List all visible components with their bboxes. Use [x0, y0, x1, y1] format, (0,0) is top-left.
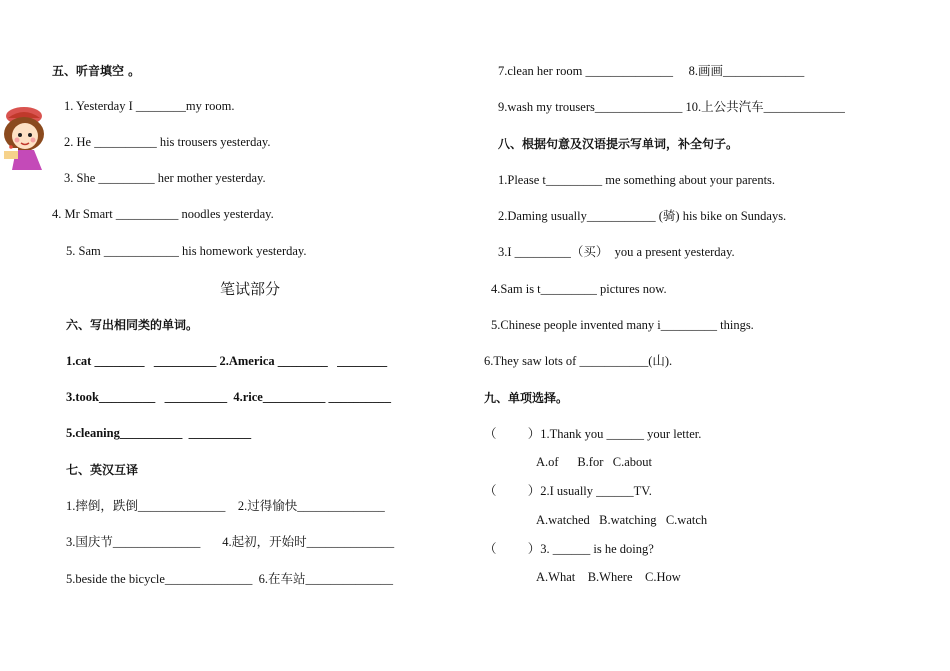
translation-row-4: 7.clean her room ______________ 8.画画_____________ [498, 64, 805, 78]
choice-options-3: A.What B.Where C.How [536, 570, 681, 584]
section-6-title: 六、写出相同类的单词。 [66, 318, 199, 332]
listening-item-5: 5. Sam ____________ his homework yesterday. [66, 244, 307, 258]
translation-row-5: 9.wash my trousers______________ 10.上公共汽车_____________ [498, 100, 845, 114]
word-group-row-3: 5.cleaning__________ __________ [66, 426, 252, 440]
sentence-item-6: 6.They saw lots of ___________(山). [484, 354, 673, 368]
translation-row-2: 3.国庆节______________ 4.起初，开始时______________ [66, 535, 395, 549]
section-8-title: 八、根据句意及汉语提示写单词，补全句子。 [498, 137, 739, 151]
written-part-title: 笔试部分 [219, 280, 280, 298]
listening-item-3: 3. She _________ her mother yesterday. [64, 171, 266, 185]
listening-item-2: 2. He __________ his trousers yesterday. [64, 135, 271, 149]
word-group-row-1: 1.cat ________ __________ 2.America ________ ________ [66, 354, 388, 368]
sentence-item-3: 3.I _________（买） you a present yesterday. [498, 245, 735, 259]
sentence-item-5: 5.Chinese people invented many i_________ things. [491, 318, 754, 332]
section-9-title: 九、单项选择。 [484, 391, 569, 405]
listening-item-4: 4. Mr Smart __________ noodles yesterday. [52, 207, 274, 221]
translation-row-3: 5.beside the bicycle______________ 6.在车站______________ [66, 572, 394, 586]
choice-question-1: （ ）1.Thank you ______ your letter. [484, 427, 702, 441]
sentence-item-4: 4.Sam is t_________ pictures now. [491, 282, 667, 296]
listening-item-1: 1. Yesterday I ________my room. [64, 99, 235, 113]
sentence-item-2: 2.Daming usually___________ (骑) his bike on Sundays. [498, 209, 787, 223]
word-group-row-2: 3.took_________ __________ 4.rice__________ __________ [66, 390, 391, 404]
sentence-item-1: 1.Please t_________ me something about your parents. [498, 173, 776, 187]
section-5-title: 五、听音填空 。 [52, 64, 141, 78]
section-7-title: 七、英汉互译 [66, 463, 139, 477]
choice-question-3: （ ）3. ______ is he doing? [484, 542, 654, 556]
cartoon-girl-illustration [0, 104, 52, 170]
choice-question-2: （ ）2.I usually ______TV. [484, 484, 652, 498]
translation-row-1: 1.摔倒，跌倒______________ 2.过得愉快______________ [66, 499, 385, 513]
choice-options-2: A.watched B.watching C.watch [536, 513, 708, 527]
choice-options-1: A.of B.for C.about [536, 455, 652, 469]
